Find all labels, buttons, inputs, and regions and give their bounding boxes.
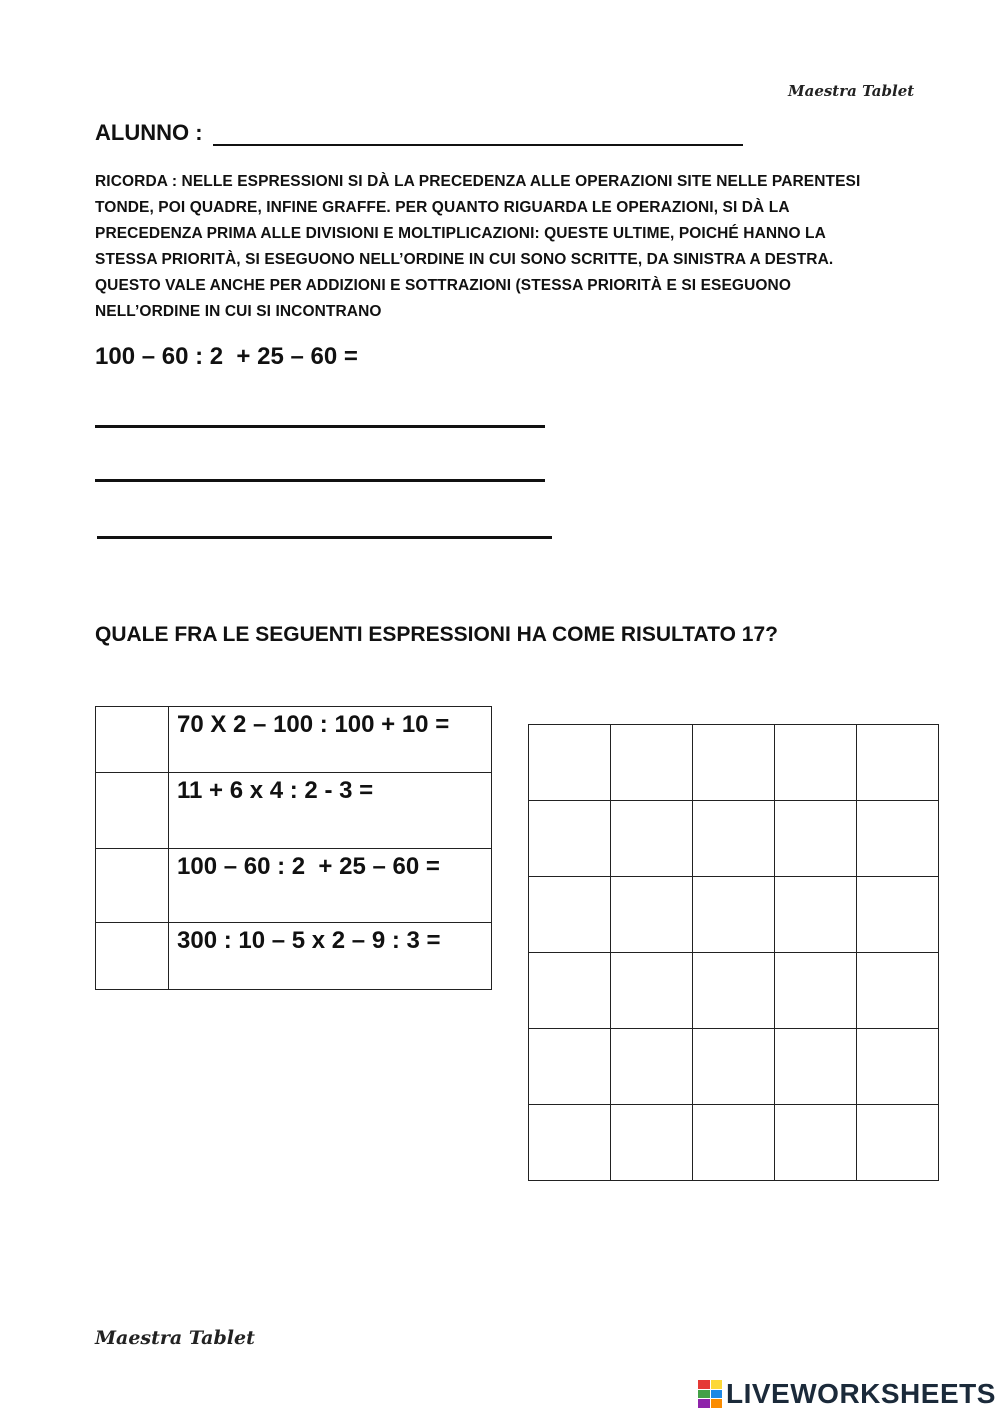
reminder-line: QUESTO VALE ANCHE PER ADDIZIONI E SOTTRAZIONI (STESSA PRIORITÀ E SI ESEGUONO <box>95 277 791 294</box>
work-grid <box>528 724 939 1181</box>
answer-line[interactable] <box>95 425 545 428</box>
grid-cell[interactable] <box>775 953 857 1029</box>
answer-line[interactable] <box>95 479 545 482</box>
option-expression: 11 + 6 x 4 : 2 - 3 = <box>169 773 492 849</box>
grid-cell[interactable] <box>693 1029 775 1105</box>
grid-cell[interactable] <box>693 953 775 1029</box>
grid-cell[interactable] <box>857 1105 939 1181</box>
grid-row <box>529 953 939 1029</box>
grid-cell[interactable] <box>529 953 611 1029</box>
student-name-row <box>95 120 743 146</box>
grid-cell[interactable] <box>857 1029 939 1105</box>
exercise-expression: 100 – 60 : 2 + 25 – 60 = <box>95 343 358 370</box>
option-checkbox[interactable] <box>96 923 169 990</box>
grid-row <box>529 801 939 877</box>
student-label: ALUNNO : <box>95 120 203 145</box>
option-expression: 70 X 2 – 100 : 100 + 10 = <box>169 707 492 773</box>
grid-cell[interactable] <box>529 877 611 953</box>
grid-cell[interactable] <box>611 877 693 953</box>
option-row <box>96 773 492 849</box>
grid-cell[interactable] <box>775 1029 857 1105</box>
liveworksheets-logo-icon <box>698 1380 722 1408</box>
brand-header: Maestra Tablet <box>788 82 915 100</box>
grid-cell[interactable] <box>857 953 939 1029</box>
grid-cell[interactable] <box>529 725 611 801</box>
answer-line[interactable] <box>97 536 552 539</box>
reminder-line: TONDE, POI QUADRE, INFINE GRAFFE. PER QUANTO RIGUARDA LE OPERAZIONI, SI DÀ LA <box>95 199 790 216</box>
question-title: QUALE FRA LE SEGUENTI ESPRESSIONI HA COME RISULTATO 17? <box>95 623 778 646</box>
grid-cell[interactable] <box>529 1105 611 1181</box>
brand-footer: Maestra Tablet <box>95 1327 255 1349</box>
grid-cell[interactable] <box>693 801 775 877</box>
reminder-line: NELL’ORDINE IN CUI SI INCONTRANO <box>95 303 382 320</box>
grid-cell[interactable] <box>775 1105 857 1181</box>
grid-cell[interactable] <box>857 801 939 877</box>
grid-cell[interactable] <box>611 1105 693 1181</box>
reminder-line: PRECEDENZA PRIMA ALLE DIVISIONI E MOLTIPLICAZIONI: QUESTE ULTIME, POICHÉ HANNO LA <box>95 225 826 242</box>
grid-cell[interactable] <box>775 877 857 953</box>
grid-cell[interactable] <box>693 725 775 801</box>
reminder-line: STESSA PRIORITÀ, SI ESEGUONO NELL’ORDINE IN CUI SONO SCRITTE, DA SINISTRA A DESTRA. <box>95 251 834 268</box>
grid-cell[interactable] <box>693 1105 775 1181</box>
option-checkbox[interactable] <box>96 707 169 773</box>
liveworksheets-watermark <box>698 1378 996 1410</box>
grid-cell[interactable] <box>611 1029 693 1105</box>
reminder-line: RICORDA : NELLE ESPRESSIONI SI DÀ LA PRECEDENZA ALLE OPERAZIONI SITE NELLE PARENTESI <box>95 173 861 190</box>
student-name-line[interactable] <box>213 122 743 146</box>
options-table <box>95 706 492 990</box>
grid-row <box>529 877 939 953</box>
option-checkbox[interactable] <box>96 773 169 849</box>
option-row <box>96 849 492 923</box>
option-expression: 100 – 60 : 2 + 25 – 60 = <box>169 849 492 923</box>
rule-reminder <box>95 169 905 325</box>
grid-cell[interactable] <box>857 877 939 953</box>
grid-cell[interactable] <box>611 725 693 801</box>
option-row <box>96 923 492 990</box>
grid-cell[interactable] <box>611 801 693 877</box>
grid-cell[interactable] <box>857 725 939 801</box>
option-expression: 300 : 10 – 5 x 2 – 9 : 3 = <box>169 923 492 990</box>
grid-cell[interactable] <box>775 801 857 877</box>
grid-cell[interactable] <box>611 953 693 1029</box>
grid-row <box>529 725 939 801</box>
grid-row <box>529 1105 939 1181</box>
option-row <box>96 707 492 773</box>
grid-row <box>529 1029 939 1105</box>
grid-cell[interactable] <box>529 1029 611 1105</box>
option-checkbox[interactable] <box>96 849 169 923</box>
liveworksheets-text: LIVEWORKSHEETS <box>726 1378 996 1409</box>
grid-cell[interactable] <box>693 877 775 953</box>
grid-cell[interactable] <box>775 725 857 801</box>
grid-cell[interactable] <box>529 801 611 877</box>
